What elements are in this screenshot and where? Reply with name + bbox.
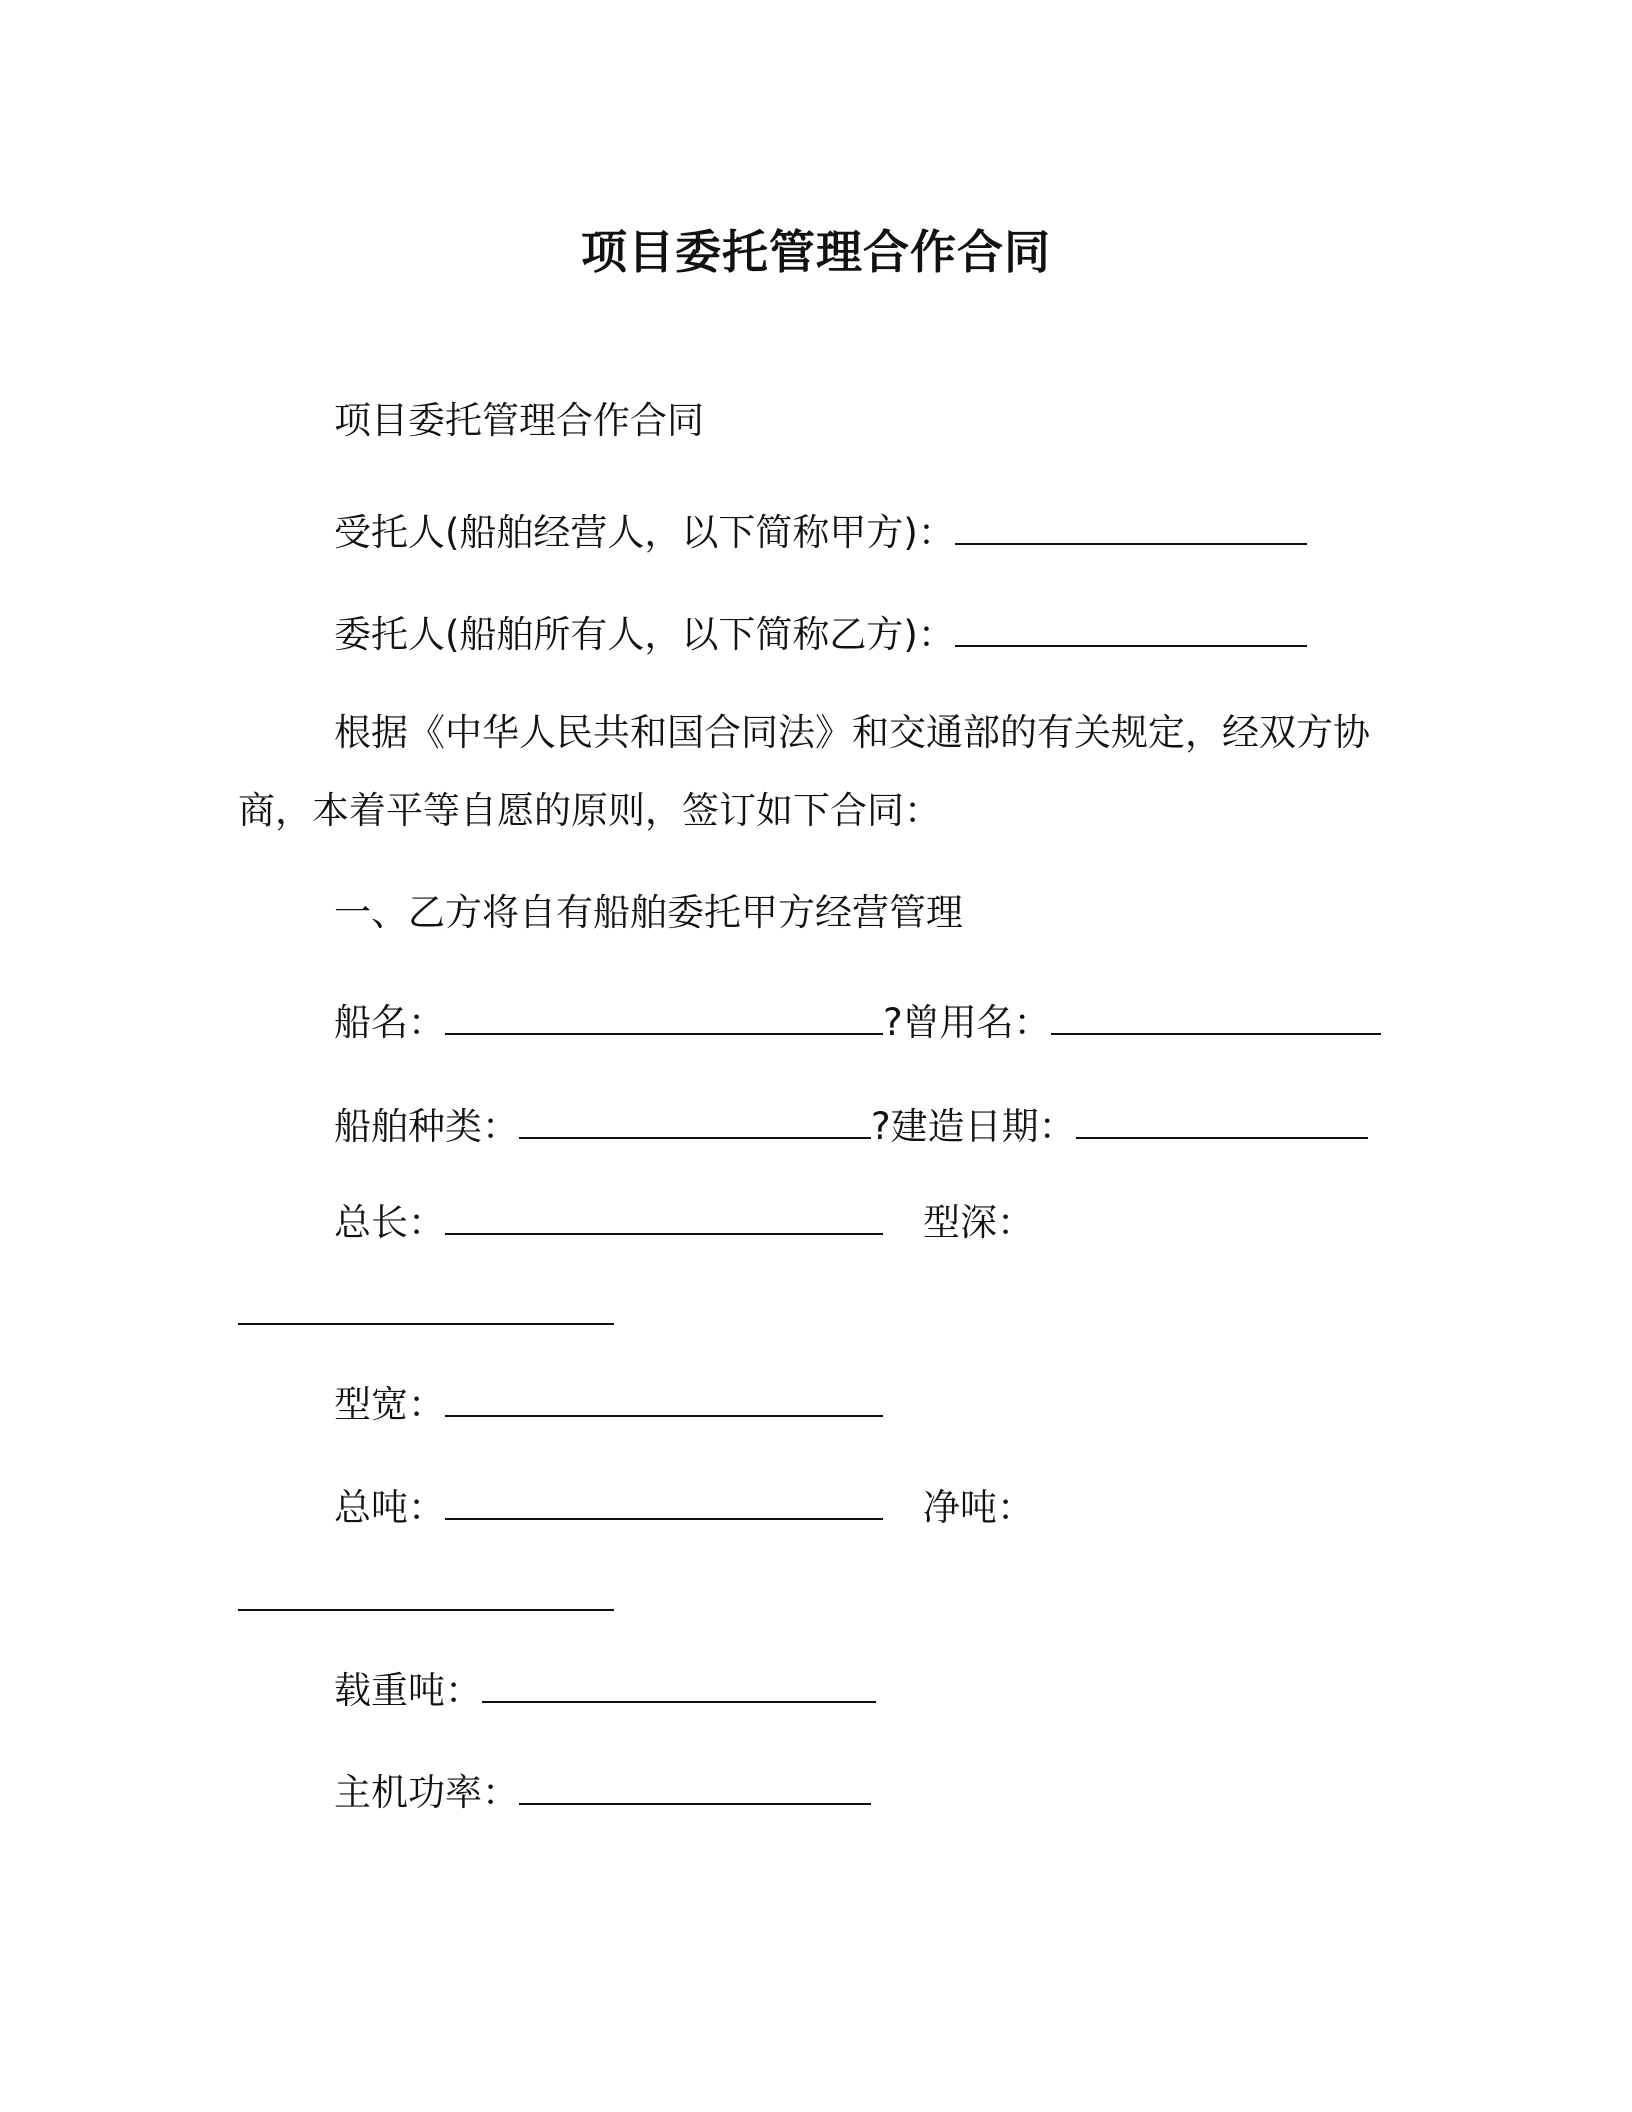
party-a-line <box>334 508 1307 558</box>
moulded-depth-label: 型深： <box>923 1201 1034 1244</box>
ship-name-line <box>334 998 1381 1048</box>
ship-type-blank[interactable] <box>519 1103 871 1139</box>
former-name-blank[interactable] <box>1051 999 1381 1035</box>
deadweight-label: 载重吨： <box>334 1669 482 1712</box>
length-depth-line <box>334 1198 1034 1248</box>
page-title: 项目委托管理合作合同 <box>581 225 1051 279</box>
intro-line-1: 根据《中华人民共和国合同法》和交通部的有关规定，经双方协 <box>334 711 1370 754</box>
moulded-breadth-label: 型宽： <box>334 1383 445 1426</box>
gross-tonnage-label: 总吨： <box>334 1486 445 1529</box>
moulded-breadth-blank[interactable] <box>445 1381 883 1417</box>
net-tonnage-line <box>238 1574 614 1624</box>
build-date-label: ?建造日期： <box>871 1105 1076 1148</box>
party-b-label: 委托人(船舶所有人，以下简称乙方)： <box>334 613 955 656</box>
party-a-blank[interactable] <box>955 509 1307 545</box>
engine-power-line <box>334 1768 871 1818</box>
ship-name-label: 船名： <box>334 1001 445 1044</box>
net-tonnage-label: 净吨： <box>923 1486 1034 1529</box>
main-engine-power-label: 主机功率： <box>334 1771 519 1814</box>
overall-length-label: 总长： <box>334 1201 445 1244</box>
moulded-depth-line <box>238 1288 614 1338</box>
breadth-line <box>334 1380 883 1430</box>
former-name-label: ?曾用名： <box>883 1001 1051 1044</box>
intro-line-2: 商，本着平等自愿的原则，签订如下合同： <box>238 789 941 832</box>
main-engine-power-blank[interactable] <box>519 1769 871 1805</box>
moulded-depth-blank[interactable] <box>238 1289 614 1325</box>
document-subtitle: 项目委托管理合作合同 <box>334 399 704 442</box>
party-b-blank[interactable] <box>955 611 1307 647</box>
ship-name-blank[interactable] <box>445 999 883 1035</box>
section-1-heading: 一、乙方将自有船舶委托甲方经营管理 <box>334 891 963 934</box>
gross-tonnage-blank[interactable] <box>445 1484 883 1520</box>
build-date-blank[interactable] <box>1076 1103 1368 1139</box>
deadweight-line <box>334 1666 876 1716</box>
overall-length-blank[interactable] <box>445 1199 883 1235</box>
party-a-label: 受托人(船舶经营人，以下简称甲方)： <box>334 511 955 554</box>
tonnage-line <box>334 1483 1034 1533</box>
party-b-line <box>334 610 1307 660</box>
deadweight-blank[interactable] <box>482 1667 876 1703</box>
ship-type-label: 船舶种类： <box>334 1105 519 1148</box>
ship-type-line <box>334 1102 1368 1152</box>
net-tonnage-blank[interactable] <box>238 1575 614 1611</box>
